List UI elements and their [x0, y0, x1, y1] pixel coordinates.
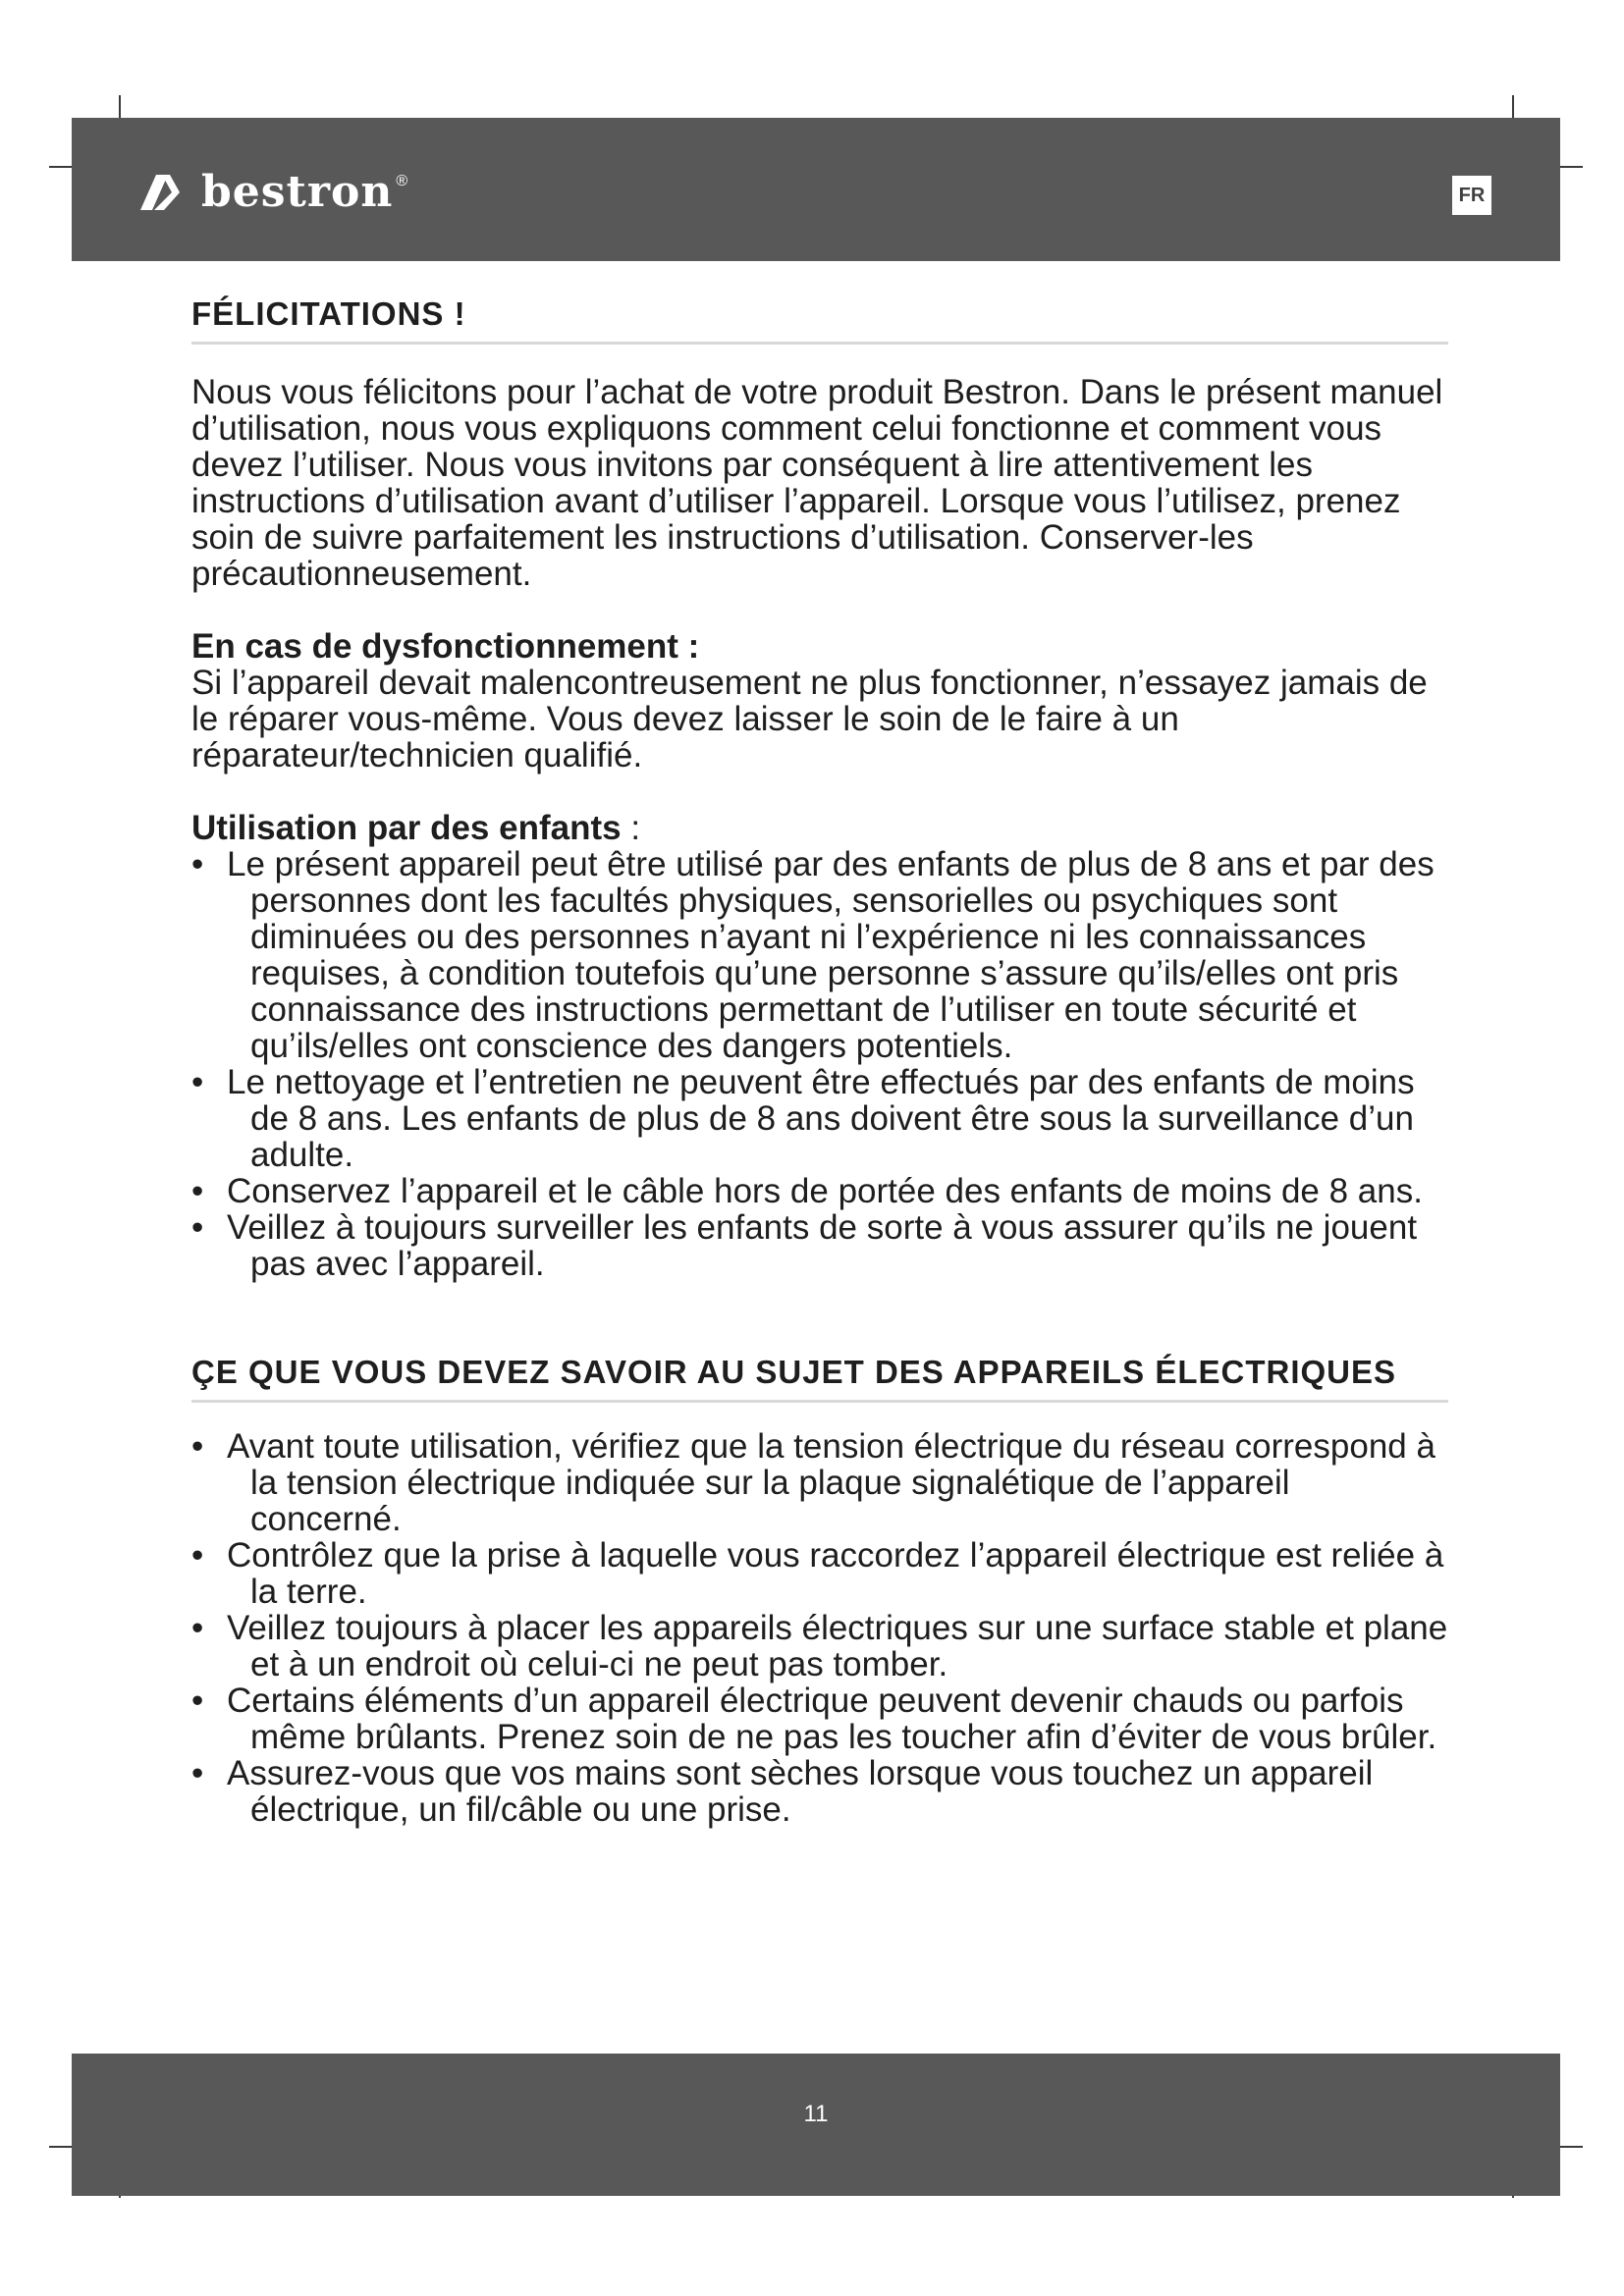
list-item: • Avant toute utilisation, vérifiez que la tension électrique du réseau correspond à la tension électrique indiquée sur la plaque signalétique de l’appareil concerné. [191, 1428, 1448, 1537]
list-item: • Contrôlez que la prise à laquelle vous raccordez l’appareil électrique est reliée à la terre. [191, 1537, 1448, 1610]
page-footer [72, 2054, 1560, 2196]
children-list [191, 846, 1448, 1282]
list-item: • Conservez l’appareil et le câble hors de portée des enfants de moins de 8 ans. [191, 1173, 1448, 1209]
intro-paragraph: Nous vous félicitons pour l’achat de votre produit Bestron. Dans le présent manuel d’utilisation, nous vous expliquons comment celui fonctionne et comment vous devez l’utiliser. Nous vous invitons par conséquent à lire attentivement les instructions d’utilisation avant d’utiliser l’appareil. Lorsque vous l’utilisez, prenez soin de suivre parfaitement les instructions d’utilisation. Conserver-les précautionneusement. [191, 373, 1443, 593]
malfunction-heading: En cas de dysfonctionnement : [191, 627, 700, 666]
list-item: • Le nettoyage et l’entretien ne peuvent être effectués par des enfants de moins de 8 ans. Les enfants de plus de 8 ans doivent être sous la surveillance d’un adulte. [191, 1064, 1448, 1173]
list-item: • Assurez-vous que vos mains sont sèches lorsque vous touchez un appareil électrique, un fil/câble ou une prise. [191, 1755, 1448, 1828]
page-header [72, 118, 1560, 261]
children-heading-suffix: : [621, 809, 641, 847]
list-item: • Veillez à toujours surveiller les enfants de sorte à vous assurer qu’ils ne jouent pas avec l’appareil. [191, 1209, 1448, 1282]
section-title-congrats: FÉLICITATIONS ! [191, 296, 1448, 345]
electrical-list [191, 1428, 1448, 1828]
logo-text: bestron [201, 167, 394, 217]
list-item: • Veillez toujours à placer les appareils électriques sur une surface stable et plane et à un endroit où celui-ci ne peut pas tomber. [191, 1610, 1448, 1682]
children-heading-bold: Utilisation par des enfants [191, 809, 622, 847]
page-content [191, 296, 1448, 1828]
bestron-chevron-icon [138, 171, 191, 214]
children-heading [191, 810, 1448, 846]
section-title-electrical: ÇE QUE VOUS DEVEZ SAVOIR AU SUJET DES APPAREILS ÉLECTRIQUES [191, 1355, 1448, 1403]
language-badge: FR [1452, 176, 1491, 215]
brand-logo [138, 167, 408, 217]
page-number: 11 [803, 2101, 829, 2127]
registered-mark: ® [396, 173, 408, 189]
malfunction-text: Si l’appareil devait malencontreusement ne plus fonctionner, n’essayez jamais de le réparer vous-même. Vous devez laisser le soin de le faire à un réparateur/technicien qualifié. [191, 664, 1428, 774]
list-item: • Le présent appareil peut être utilisé par des enfants de plus de 8 ans et par des personnes dont les facultés physiques, sensorielles ou psychiques sont diminuées ou des personnes n’ayant ni l’expérience ni les connaissances requises, à condition toutefois qu’une personne s’assure qu’ils/elles ont pris connaissance des instructions permettant de l’utiliser en toute sécurité et qu’ils/elles ont conscience des dangers potentiels. [191, 846, 1448, 1064]
list-item: • Certains éléments d’un appareil électrique peuvent devenir chauds ou parfois même brûlants. Prenez soin de ne pas les toucher afin d’éviter de vous brûler. [191, 1682, 1448, 1755]
